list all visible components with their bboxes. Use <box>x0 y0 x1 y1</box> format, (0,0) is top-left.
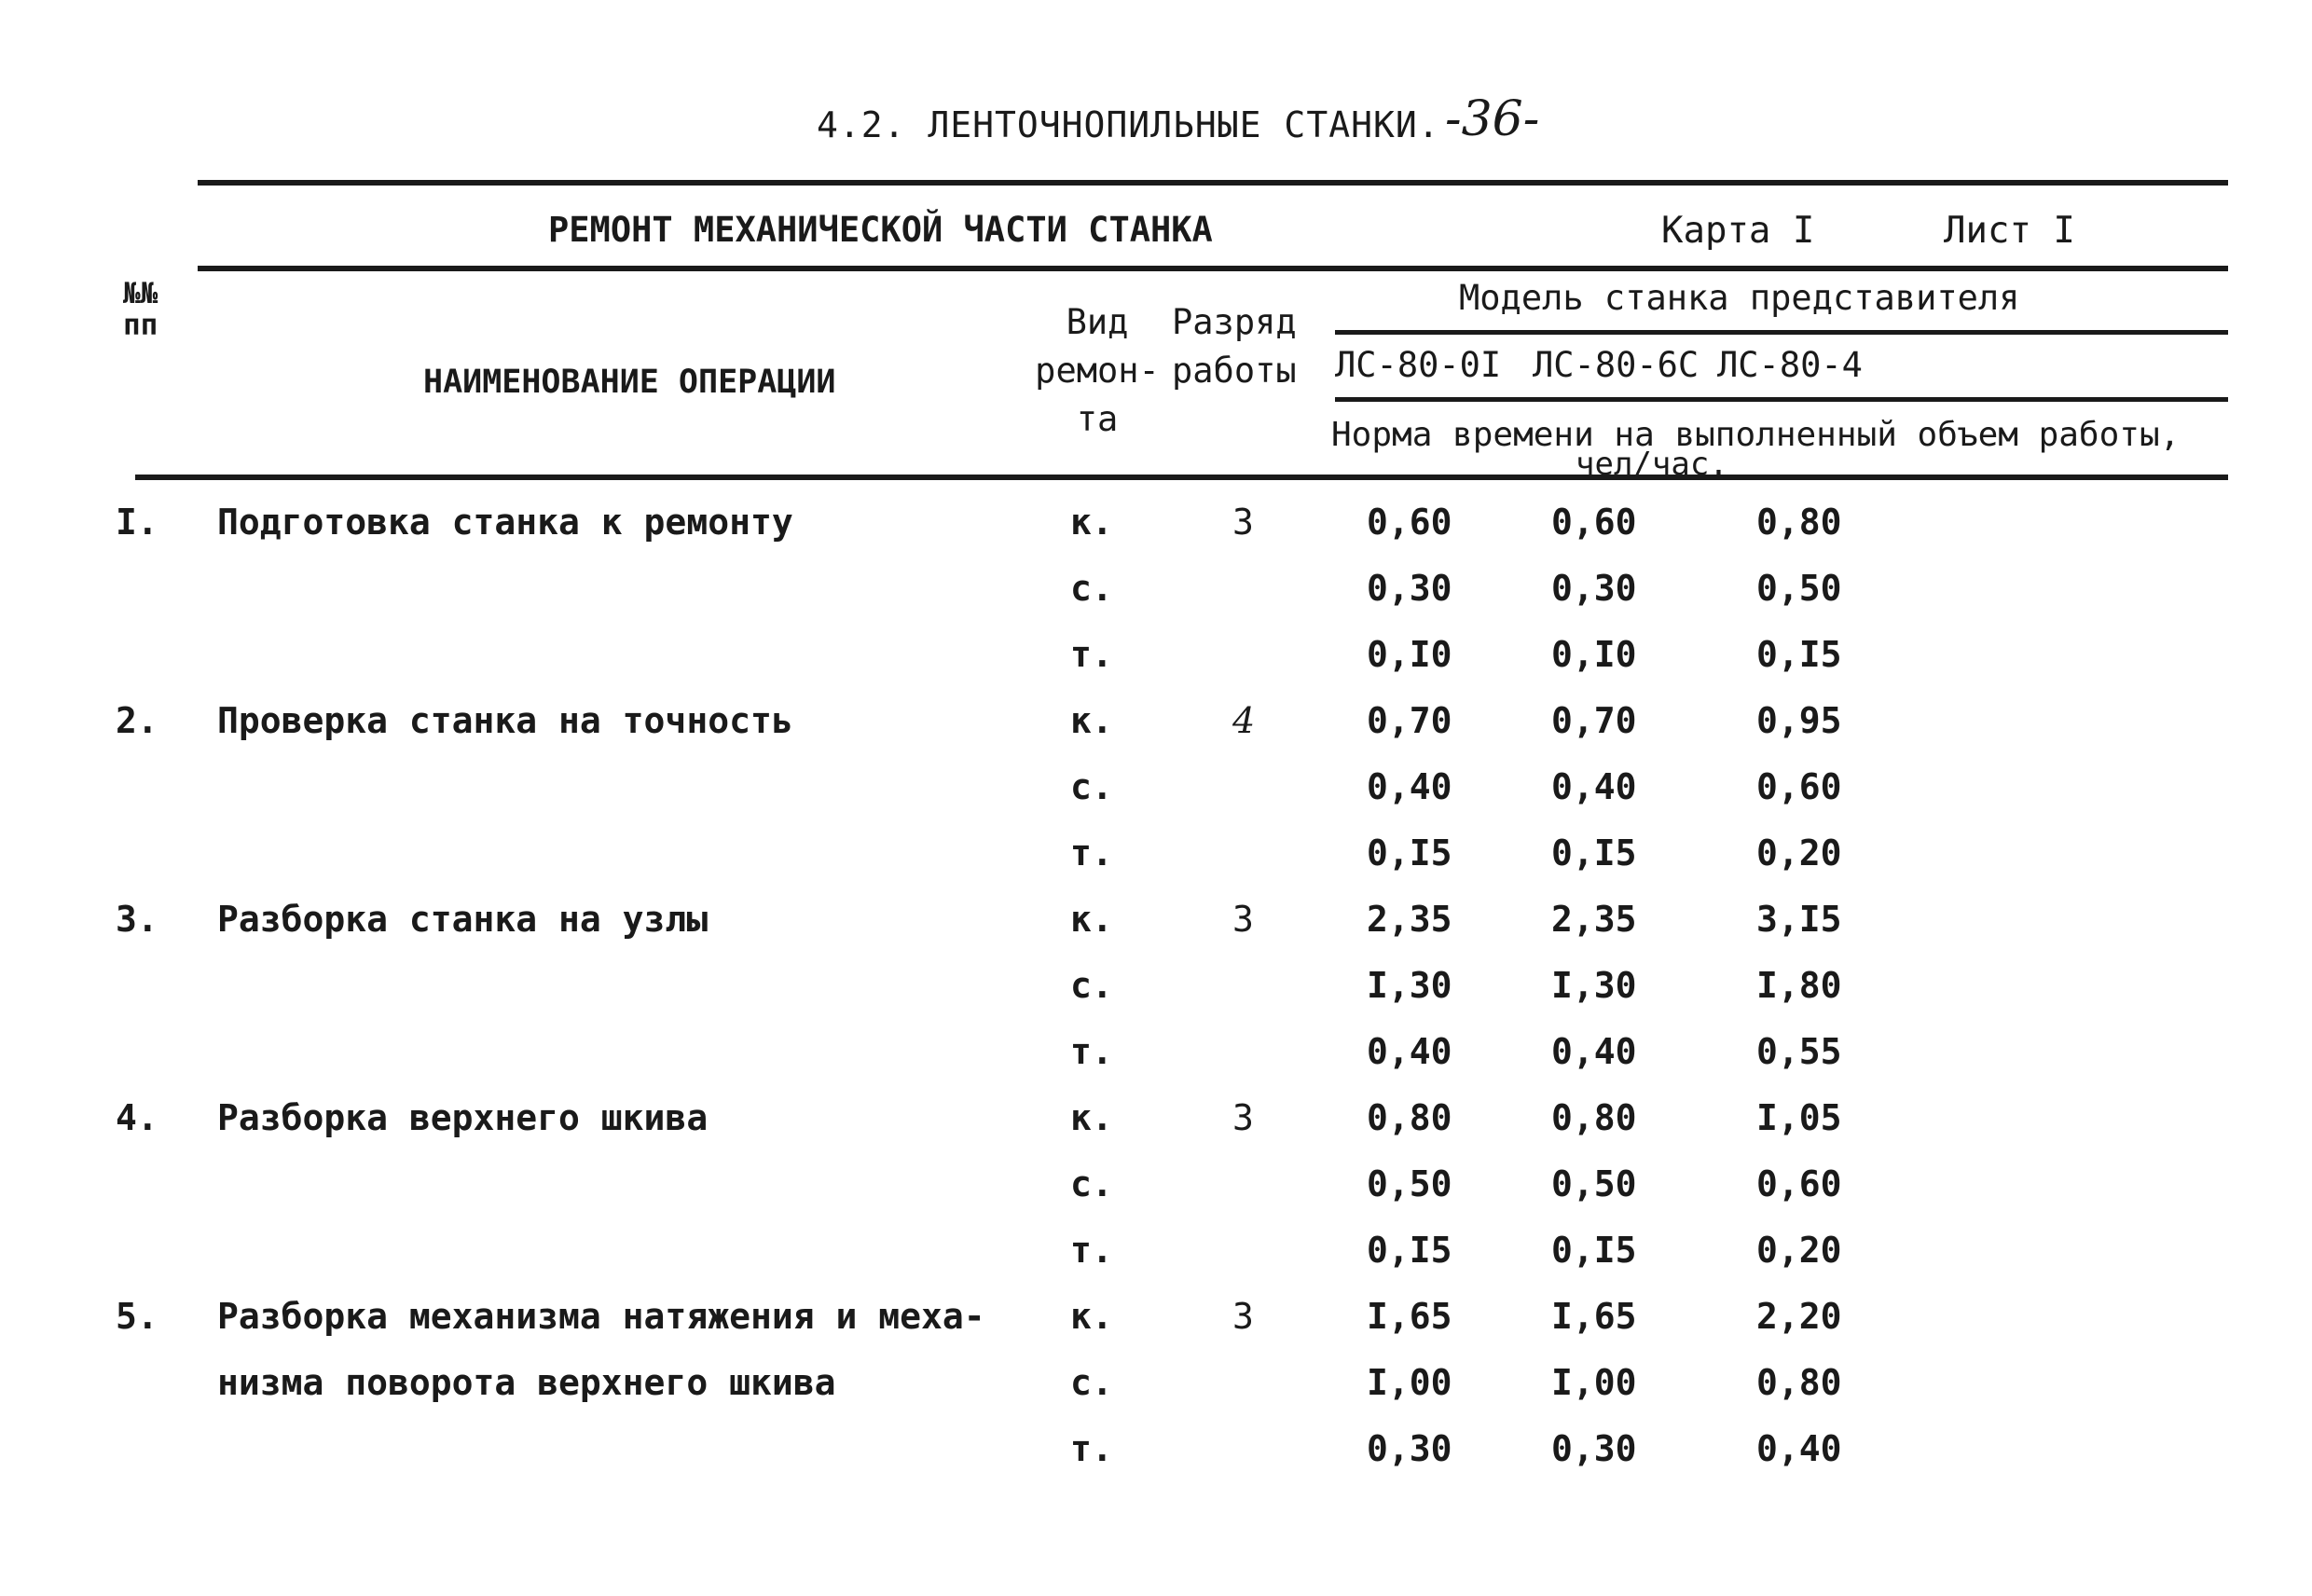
card-number: Карта I <box>1661 210 1815 252</box>
norm-model-3: 0,60 <box>1756 766 1842 807</box>
norm-model-2: 0,30 <box>1551 1428 1637 1469</box>
norm-model-3: 0,60 <box>1756 1163 1842 1204</box>
norm-model-1: 2,35 <box>1367 899 1452 940</box>
row-number: I. <box>116 502 158 543</box>
norm-model-1: 0,70 <box>1367 700 1452 741</box>
table-row <box>0 1428 2312 1494</box>
repair-type: с. <box>1070 1362 1113 1403</box>
table-row <box>0 832 2312 899</box>
table-row <box>0 766 2312 832</box>
operation-name: низма поворота верхнего шкива <box>217 1362 836 1403</box>
work-grade: 3 <box>1232 502 1254 543</box>
table-top-rule <box>198 180 2228 186</box>
norm-model-3: 0,95 <box>1756 700 1842 741</box>
norm-model-1: I,00 <box>1367 1362 1452 1403</box>
norm-model-2: 0,60 <box>1551 502 1637 543</box>
norm-model-2: 0,80 <box>1551 1097 1637 1138</box>
norm-model-2: 0,I5 <box>1551 1230 1637 1271</box>
column-header-model-2: ЛС-80-6С <box>1533 345 1700 385</box>
column-header-repair-type: Вид ремон- та <box>1035 302 1160 439</box>
norm-model-3: 3,I5 <box>1756 899 1842 940</box>
norm-model-2: 0,30 <box>1551 568 1637 609</box>
norm-model-1: 0,30 <box>1367 1428 1452 1469</box>
column-header-number: №№ пп <box>123 277 158 342</box>
norm-model-3: 0,20 <box>1756 832 1842 874</box>
repair-type: к. <box>1070 1296 1113 1337</box>
work-grade: 3 <box>1232 899 1254 940</box>
norm-model-1: 0,80 <box>1367 1097 1452 1138</box>
repair-type: т. <box>1070 1031 1113 1072</box>
repair-type: т. <box>1070 832 1113 874</box>
repair-type: т. <box>1070 1230 1113 1271</box>
operation-name: Разборка механизма натяжения и меха- <box>217 1296 985 1337</box>
page-title: 4.2. ЛЕНТОЧНОПИЛЬНЫЕ СТАНКИ. <box>817 104 1440 145</box>
column-header-operation: НАИМЕНОВАНИЕ ОПЕРАЦИИ <box>423 364 836 401</box>
norm-model-2: 2,35 <box>1551 899 1637 940</box>
repair-type: к. <box>1070 1097 1113 1138</box>
work-grade: 4 <box>1232 700 1256 741</box>
norm-model-1: 0,I0 <box>1367 634 1452 675</box>
sheet-number: Лист I <box>1944 210 2075 252</box>
card-header-rule <box>198 266 2228 271</box>
row-number: 3. <box>116 899 158 940</box>
column-header-grade: Разряд работы <box>1172 302 1297 391</box>
card-title: РЕМОНТ МЕХАНИЧЕСКОЙ ЧАСТИ СТАНКА <box>548 210 1213 250</box>
column-header-model-group: Модель станка представителя <box>1459 278 2020 318</box>
repair-type: т. <box>1070 634 1113 675</box>
models-rule <box>1335 397 2228 402</box>
norm-model-2: 0,50 <box>1551 1163 1637 1204</box>
norm-model-1: 0,I5 <box>1367 1230 1452 1271</box>
row-number: 5. <box>116 1296 158 1337</box>
work-grade: 3 <box>1232 1097 1254 1138</box>
norm-model-1: 0,40 <box>1367 766 1452 807</box>
table-row <box>0 1296 2312 1362</box>
column-header-unit: чел/час. <box>1576 446 1728 483</box>
norm-model-2: 0,I5 <box>1551 832 1637 874</box>
norm-model-2: I,00 <box>1551 1362 1637 1403</box>
norm-model-3: 0,50 <box>1756 568 1842 609</box>
table-row <box>0 502 2312 568</box>
table-row <box>0 965 2312 1031</box>
table-row <box>0 1097 2312 1163</box>
row-number: 2. <box>116 700 158 741</box>
norm-model-2: 0,70 <box>1551 700 1637 741</box>
norm-model-2: 0,40 <box>1551 1031 1637 1072</box>
model-group-rule <box>1335 330 2228 335</box>
norm-model-3: I,05 <box>1756 1097 1842 1138</box>
column-header-model-3: ЛС-80-4 <box>1717 345 1863 385</box>
operation-name: Подготовка станка к ремонту <box>217 502 793 543</box>
repair-type: к. <box>1070 899 1113 940</box>
repair-type: к. <box>1070 700 1113 741</box>
norm-model-3: 0,20 <box>1756 1230 1842 1271</box>
table-row <box>0 568 2312 634</box>
operation-name: Проверка станка на точность <box>217 700 793 741</box>
table-row <box>0 1230 2312 1296</box>
norm-model-2: 0,40 <box>1551 766 1637 807</box>
table-row <box>0 700 2312 766</box>
norm-model-3: 0,80 <box>1756 1362 1842 1403</box>
norm-model-1: 0,30 <box>1367 568 1452 609</box>
norm-model-3: 0,40 <box>1756 1428 1842 1469</box>
norm-model-3: 0,80 <box>1756 502 1842 543</box>
norm-model-1: 0,50 <box>1367 1163 1452 1204</box>
norm-model-1: 0,I5 <box>1367 832 1452 874</box>
work-grade: 3 <box>1232 1296 1254 1337</box>
header-bottom-rule <box>135 475 2228 480</box>
norm-model-3: I,80 <box>1756 965 1842 1006</box>
norm-model-3: 0,55 <box>1756 1031 1842 1072</box>
norm-model-1: I,30 <box>1367 965 1452 1006</box>
norm-model-1: I,65 <box>1367 1296 1452 1337</box>
table-row <box>0 634 2312 700</box>
table-row <box>0 899 2312 965</box>
norm-model-3: 2,20 <box>1756 1296 1842 1337</box>
column-header-norm: Норма времени на выполненный объем работы, <box>1331 416 2181 454</box>
norm-model-2: I,30 <box>1551 965 1637 1006</box>
table-row <box>0 1362 2312 1428</box>
operation-name: Разборка верхнего шкива <box>217 1097 709 1138</box>
operation-name: Разборка станка на узлы <box>217 899 709 940</box>
norm-model-3: 0,I5 <box>1756 634 1842 675</box>
table-row <box>0 1163 2312 1230</box>
repair-type: т. <box>1070 1428 1113 1469</box>
table-row <box>0 1031 2312 1097</box>
repair-type: с. <box>1070 766 1113 807</box>
norm-model-2: I,65 <box>1551 1296 1637 1337</box>
repair-type: с. <box>1070 1163 1113 1204</box>
repair-type: с. <box>1070 568 1113 609</box>
norm-model-2: 0,I0 <box>1551 634 1637 675</box>
column-header-model-1: ЛС-80-0I <box>1335 345 1502 385</box>
norm-model-1: 0,60 <box>1367 502 1452 543</box>
repair-type: к. <box>1070 502 1113 543</box>
repair-type: с. <box>1070 965 1113 1006</box>
row-number: 4. <box>116 1097 158 1138</box>
page-number: -36- <box>1445 91 1540 147</box>
norm-model-1: 0,40 <box>1367 1031 1452 1072</box>
